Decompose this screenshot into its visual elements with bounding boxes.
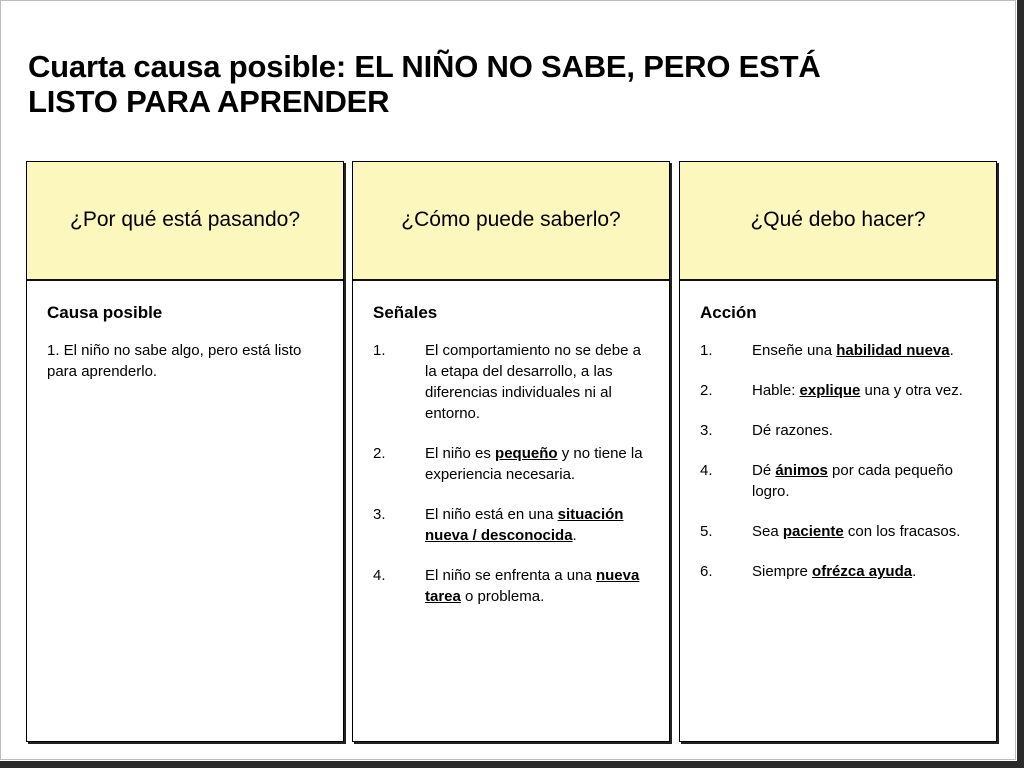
list-item-text [752,521,982,542]
emphasis-text: pequeño [495,445,558,462]
section-title: Señales [373,303,438,322]
column-body [353,281,669,607]
list-item-text [752,380,982,401]
column-what-to-do [679,161,997,742]
column-body [680,281,996,582]
text-fragment: por cada pequeño logro. [752,462,953,500]
list-item-text [425,565,655,607]
column-why [26,161,344,742]
text-fragment: Enseñe una [752,342,837,359]
emphasis-text: ofrézca ayuda [812,563,913,580]
page-title [28,49,988,119]
cause-item: 1. El niño no sabe algo, pero está listo para aprenderlo. [47,342,302,380]
column-header-label: ¿Cómo puede saberlo? [401,207,621,231]
actions-list [700,340,982,582]
list-item-number: 6. [700,563,713,580]
list-item-text [752,460,982,502]
text-fragment: o problema. [460,588,545,605]
column-header [353,162,669,281]
text-fragment: Sea [752,523,783,540]
text-fragment: . [572,527,577,544]
list-item-text [752,561,982,582]
text-fragment: una y otra vez. [860,382,963,399]
text-fragment: Dé razones. [752,422,833,439]
text-fragment: Siempre [752,563,813,580]
column-header-label: ¿Qué debo hacer? [750,207,926,231]
text-fragment: . [912,563,917,580]
column-how-to-know [352,161,670,742]
text-fragment: El niño se enfrenta a una [425,567,596,584]
page-title-line-2: LISTO PARA APRENDER [28,84,390,119]
text-fragment: El comportamiento no se debe a la etapa del desarrollo, a las diferencias individuales ni al entorno. [425,342,641,422]
list-item-text [752,420,982,441]
text-fragment: El niño es [425,445,496,462]
column-header [680,162,996,281]
list-item [373,340,655,424]
list-item [373,565,655,607]
list-item [700,420,982,441]
emphasis-text: ánimos [775,462,828,479]
section-title: Causa posible [47,303,163,322]
list-item-text [425,504,655,546]
emphasis-text: explique [799,382,861,399]
list-item-number: 3. [700,422,713,439]
list-item-number: 4. [373,567,386,584]
list-item-number: 3. [373,506,386,523]
text-fragment: El niño está en una [425,506,558,523]
emphasis-text: situación nueva / desconocida [425,506,624,544]
emphasis-text: nueva tarea [425,567,640,605]
emphasis-text: paciente [782,523,844,540]
list-item-number: 2. [700,382,713,399]
text-fragment: Dé [752,462,776,479]
list-item [700,460,982,502]
page-title-line-1: Cuarta causa posible: EL NIÑO NO SABE, PERO ESTÁ [28,49,821,84]
emphasis-text: habilidad nueva [836,342,950,359]
text-fragment: Hable: [752,382,800,399]
list-item-text [425,340,655,424]
list-item [700,561,982,582]
list-item [700,380,982,401]
text-fragment: y no tiene la experiencia necesaria. [425,445,643,483]
list-item-number: 4. [700,462,713,479]
list-item [373,443,655,485]
list-item [700,340,982,361]
list-item-number: 1. [373,342,386,359]
list-item-text [752,340,982,361]
list-item-number: 2. [373,445,386,462]
column-body [27,281,343,382]
list-item [373,504,655,546]
signals-list [373,340,655,607]
list-item-text [425,443,655,485]
section-title: Acción [700,303,757,322]
column-header-label: ¿Por qué está pasando? [70,207,300,231]
text-fragment: con los fracasos. [843,523,961,540]
list-item [700,521,982,542]
list-item-number: 1. [700,342,713,359]
column-header [27,162,343,281]
list-item-number: 5. [700,523,713,540]
text-fragment: . [949,342,954,359]
